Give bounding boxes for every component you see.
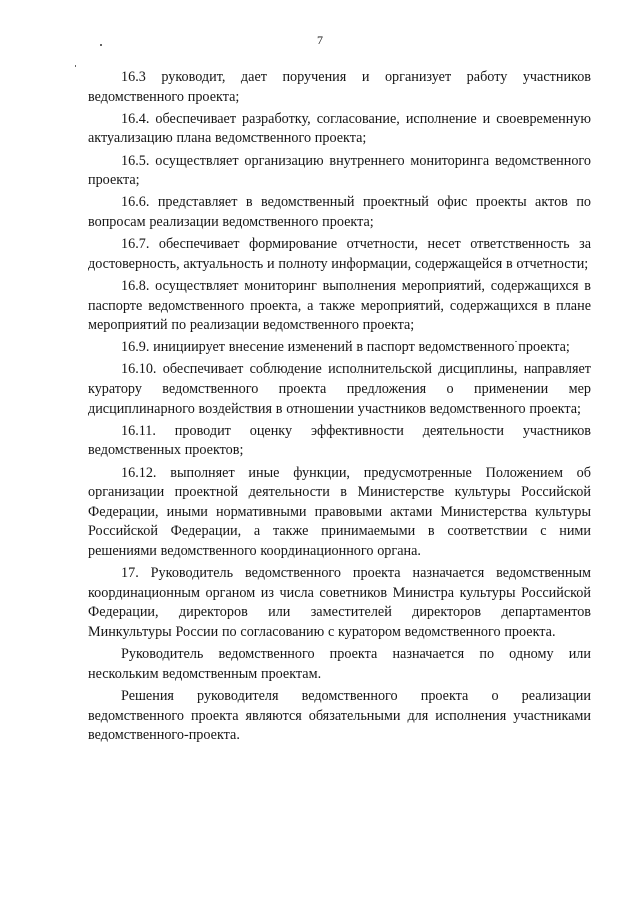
document-body (88, 68, 591, 748)
paragraph-16-7: 16.7. обеспечивает формирование отчетности, несет ответственность за достоверность, актуальность и полноту информации, содержащейся в отчетности; (88, 236, 591, 272)
paragraph-16-6: 16.6. представляет в ведомственный проектный офис проекты актов по вопросам реализации ведомственного проекта; (88, 194, 591, 230)
page-number: 7 (317, 33, 323, 47)
scan-speck (100, 44, 102, 46)
paragraph-16-11: 16.11. проводит оценку эффективности деятельности участников ведомственных проектов; (88, 422, 591, 459)
paragraph-16-5: 16.5. осуществляет организацию внутреннего мониторинга ведомственного проекта; (88, 152, 591, 189)
paragraph-17: 17. Руководитель ведомственного проекта назначается ведомственным координационным органом из числа советников Министра культуры Российской Федерации, директоров или заместителей директоров департаментов Минкультуры России по согласованию с куратором ведомственного проекта. (88, 565, 591, 640)
paragraph-17-decisions: Решения руководителя ведомственного проекта о реализации ведомственного проекта являются обязательными для исполнения участниками ведомственного-проекта. (88, 687, 591, 744)
paragraph-16-8: 16.8. осуществляет мониторинг выполнения мероприятий, содержащихся в паспорте ведомственного проекта, а также мероприятий, содержащихся в плане мероприятий по реализации ведомственного проекта; (88, 277, 591, 334)
paragraph-17-appointment: Руководитель ведомственного проекта назначается по одному или нескольким ведомственным проектам. (88, 646, 591, 682)
paragraph-16-9: 16.9. инициирует внесение изменений в паспорт ведомственного проекта; (121, 339, 570, 356)
paragraph-16-4: 16.4. обеспечивает разработку, согласование, исполнение и своевременную актуализацию плана ведомственного проекта; (88, 110, 591, 147)
scan-speck (75, 65, 76, 67)
paragraph-16-10: 16.10. обеспечивает соблюдение исполнительской дисциплины, направляет куратору ведомственного проекта предложения о применении мер дисциплинарного воздействия в отношении участников ведомственного проекта; (88, 361, 591, 417)
paragraph-16-3: 16.3 руководит, дает поручения и организует работу участников ведомственного проекта; (88, 69, 591, 105)
paragraph-16-12: 16.12. выполняет иные функции, предусмотренные Положением об организации проектной деятельности в Министерстве культуры Российской Федерации, иными нормативными правовыми актами Министерства культуры Российской Федерации, а также принимаемыми в соответствии с ними решениями ведомственного координационного органа. (88, 464, 591, 559)
